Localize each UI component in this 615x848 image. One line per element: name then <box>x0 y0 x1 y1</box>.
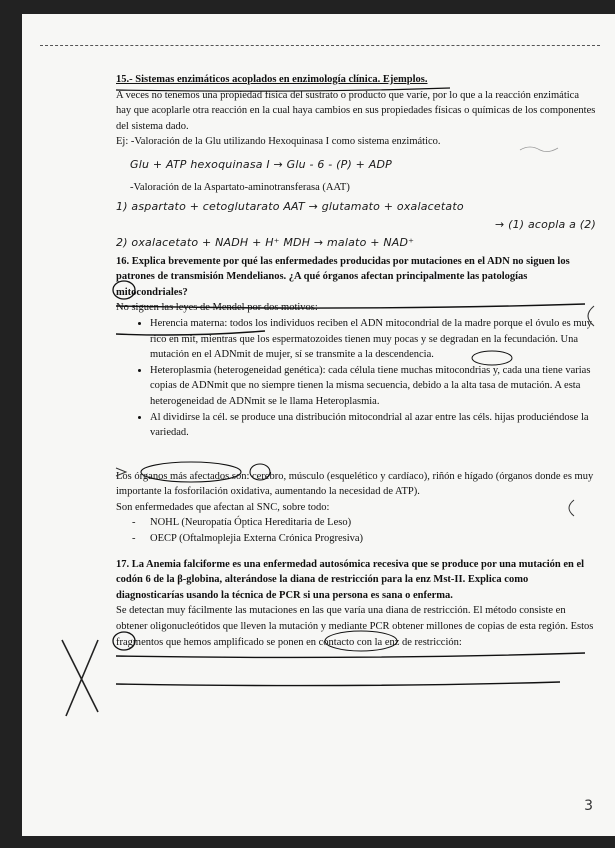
section17-number: 17. <box>116 558 130 570</box>
section17-question: La Anemia falciforme es una enfermedad autosómica recesiva que se produce por una mutación en el codón 6 de la β-globina, alterándose la diana de restricción para la enz Mst-II. Explica como diagnosticarías usando la técnica de PCR si una persona es sana o enferma. <box>116 558 585 601</box>
section16-title <box>116 254 596 301</box>
list-item: • Heteroplasmia (heterogeneidad genética): cada célula tiene muchas mitocondrias y, cada una tiene varias copias de ADNmit que no siempre tienen la misma secuencia, debido a la alta tasa de mutación. A esta heterogeneidad de ADNmit se le llama Heteroplasmia. <box>150 363 596 410</box>
list-item: • Herencia materna: todos los individuos reciben el ADN mitocondrial de la madre porque el óvulo es muy rico en mit, mientras que los espermatozoides tienen muy pocas y se degradan en la fecundación. Una mutación en el ADNmit de mujer, sí se transmite a la descendencia. <box>150 316 596 363</box>
handwritten-coupling-note: → (1) acopla a (2) <box>494 217 596 231</box>
list-item: - OECP (Oftalmoplejia Externa Crónica Progresiva) <box>150 531 596 547</box>
handwritten-reaction-glu: Glu + ATP hexoquinasa I → Glu - 6 - (P) + ADP <box>130 157 392 171</box>
scan-edge-bottom <box>0 836 615 848</box>
document-body <box>116 72 596 650</box>
section17-underline-2 <box>116 682 560 686</box>
section16-bullet-list <box>116 316 596 441</box>
top-dashed-line <box>40 45 600 46</box>
section17-answer: Se detectan muy fácilmente las mutaciones en las que varía una diana de restricción. El método consiste en obtener oligonucleótidos que lleven la mutación y mediante PCR obtener millones de copias de esta región. Estos fragmentos que hemos amplificado se ponen en contacto con la enz de restricción: <box>116 605 594 648</box>
scan-edge-top <box>0 0 615 14</box>
section16-disease-list <box>116 515 596 546</box>
scan-edge-left <box>0 0 22 848</box>
page-number: 3 <box>584 798 593 814</box>
section15-intro: A veces no tenemos una propiedad física del sustrato o producto que varíe, por lo que a la reacción enzimática hay que acoplarle otra reacción en la cual haya cambios en sus propiedades físicas o químicas de los componentes del sistema dado. <box>116 89 596 132</box>
section17-title <box>116 557 596 604</box>
section16-snc: Son enfermedades que afectan al SNC, sobre todo: <box>116 501 330 513</box>
section17-underline-1 <box>116 653 585 657</box>
list-item: • Al dividirse la cél. se produce una distribución mitocondrial al azar entre las céls. hijas produciéndose la variedad. <box>150 410 596 441</box>
section16-question: Explica brevemente por qué las enfermedades producidas por mutaciones en el ADN no siguen los patrones de transmisión Mendelianos. ¿A qué órganos afectan principalmente las patologías mitocondriales? <box>116 255 570 298</box>
section15-example2: -Valoración de la Aspartato-aminotransferasa (AAT) <box>130 181 350 193</box>
handwritten-reaction-1: 1) aspartato + cetoglutarato AAT → glutamato + oxalacetato <box>116 199 464 213</box>
large-x-mark <box>62 640 98 716</box>
section15-example1: Ej: -Valoración de la Glu utilizando Hexoquinasa I como sistema enzimático. <box>116 136 441 148</box>
list-item: - NOHL (Neuropatía Óptica Hereditaria de Leso) <box>150 515 596 531</box>
section16-organs: Los órganos más afectados son: cerebro, músculo (esquelético y cardíaco), riñón e hígado (órganos donde es muy importante la fosforilación oxidativa, aumentando la necesidad de ATP). <box>116 470 594 498</box>
section16-number: 16. <box>116 255 130 267</box>
section15-title: 15.- Sistemas enzimáticos acoplados en enzimología clínica. Ejemplos. <box>116 74 428 85</box>
handwritten-reaction-2: 2) oxalacetato + NADH + H⁺ MDH → malato + NAD⁺ <box>116 235 415 249</box>
section16-lead: No siguen las leyes de Mendel por dos motivos: <box>116 302 318 314</box>
